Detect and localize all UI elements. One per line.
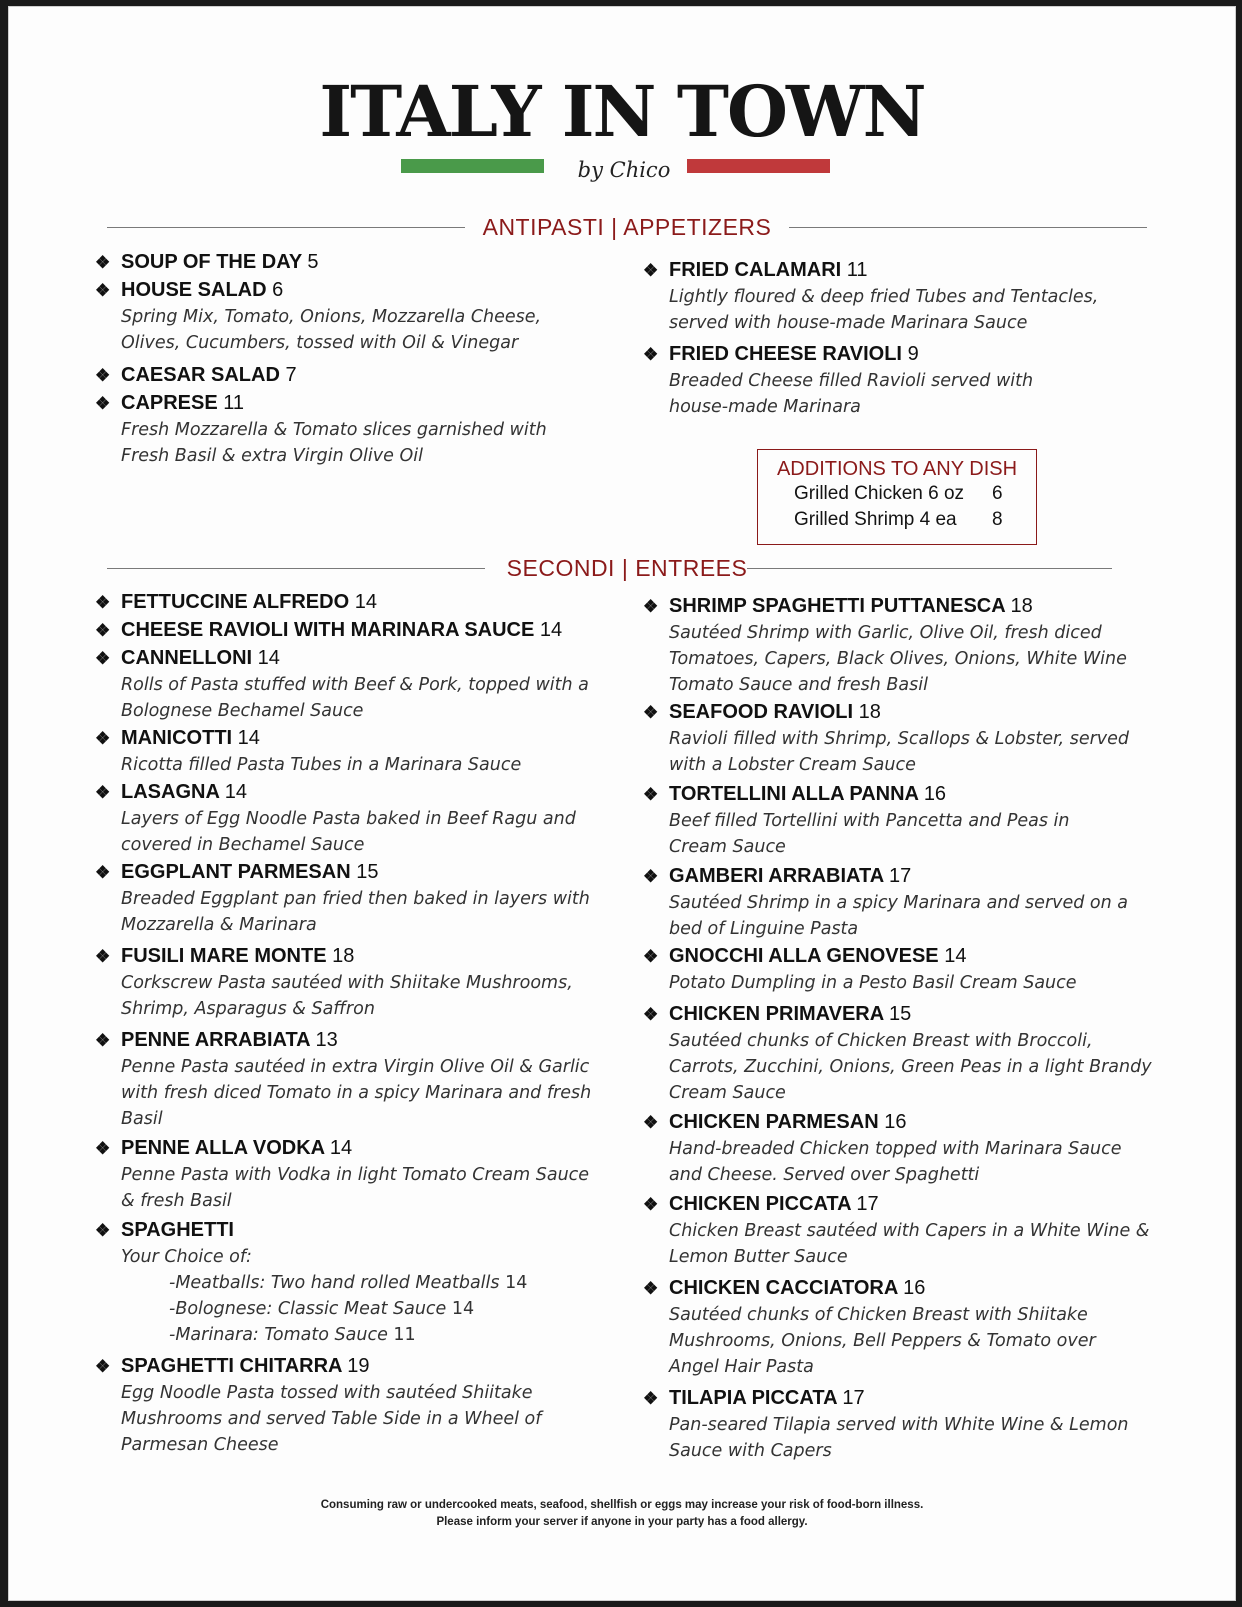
description-line: Ravioli filled with Shrimp, Scallops & Lobster, served xyxy=(669,729,1130,749)
menu-item-name-line xyxy=(95,645,589,672)
menu-item xyxy=(643,257,1098,336)
dish-description xyxy=(121,672,589,724)
description-line: Chicken Breast sautéed with Capers in a White Wine & xyxy=(669,1221,1150,1241)
description-line: & fresh Basil xyxy=(121,1191,232,1211)
description-line: Mushrooms, Onions, Bell Peppers & Tomato over xyxy=(669,1331,1096,1351)
dish-name: LASAGNA xyxy=(121,781,220,803)
menu-item-name-line xyxy=(95,1217,527,1244)
dish-description xyxy=(669,1136,1122,1188)
menu-item-name-line xyxy=(643,341,1033,368)
description-line: Potato Dumpling in a Pesto Basil Cream Sauce xyxy=(669,973,1077,993)
menu-item-name-line xyxy=(95,390,547,417)
dish-name: SEAFOOD RAVIOLI xyxy=(669,701,854,723)
description-line: and Cheese. Served over Spaghetti xyxy=(669,1165,980,1185)
description-line: Bolognese Bechamel Sauce xyxy=(121,701,364,721)
appetizers-heading-row xyxy=(107,212,1147,242)
menu-item-name-line xyxy=(95,1353,541,1380)
diamond-bullet-icon: ❖ xyxy=(643,867,659,886)
dish-price: 15 xyxy=(356,861,379,883)
menu-item-name-line xyxy=(95,249,318,276)
dish-price: 14 xyxy=(257,647,280,669)
description-line: Lightly floured & deep fried Tubes and Tentacles, xyxy=(669,287,1099,307)
dish-name: CHICKEN PRIMAVERA xyxy=(669,1003,884,1025)
menu-item-name-line xyxy=(643,863,1128,890)
description-line: Sautéed chunks of Chicken Breast with Shiitake xyxy=(669,1305,1088,1325)
addition-row xyxy=(758,481,1036,507)
menu-item xyxy=(643,1001,1152,1106)
description-line: Parmesan Cheese xyxy=(121,1435,279,1455)
dish-description xyxy=(121,1162,589,1214)
diamond-bullet-icon: ❖ xyxy=(643,703,659,722)
menu-item-name-line xyxy=(95,277,541,304)
description-line: Fresh Mozzarella & Tomato slices garnished with xyxy=(121,420,547,440)
menu-item xyxy=(643,1109,1122,1188)
dish-price: 6 xyxy=(272,279,284,301)
diamond-bullet-icon: ❖ xyxy=(95,1031,111,1050)
dish-price: 14 xyxy=(329,1137,353,1159)
menu-item xyxy=(95,249,318,276)
description-line: Cream Sauce xyxy=(669,837,786,857)
spaghetti-choice xyxy=(169,1322,527,1348)
menu-item xyxy=(95,390,547,469)
description-line: Breaded Eggplant pan fried then baked in layers with xyxy=(121,889,590,909)
dish-price: 7 xyxy=(285,364,297,386)
dish-price: 11 xyxy=(223,392,245,414)
additions-box xyxy=(757,449,1037,545)
dish-name: SHRIMP SPAGHETTI PUTTANESCA xyxy=(669,595,1005,617)
description-line: Rolls of Pasta stuffed with Beef & Pork, topped with a xyxy=(121,675,589,695)
menu-item-name-line xyxy=(643,593,1127,620)
dish-price: 11 xyxy=(846,259,868,281)
diamond-bullet-icon: ❖ xyxy=(95,729,111,748)
description-line: Sauce with Capers xyxy=(669,1441,832,1461)
dish-description xyxy=(121,1244,527,1348)
dish-name: FETTUCCINE ALFREDO xyxy=(121,591,350,613)
description-line: Angel Hair Pasta xyxy=(669,1357,814,1377)
description-line: Breaded Cheese filled Ravioli served with xyxy=(669,371,1034,391)
menu-item xyxy=(95,859,590,938)
diamond-bullet-icon: ❖ xyxy=(95,1221,111,1240)
description-line: with fresh diced Tomato in a spicy Marinara and fresh xyxy=(121,1083,592,1103)
addition-price: 6 xyxy=(992,483,1003,504)
menu-item-name-line xyxy=(643,257,1098,284)
menu-item xyxy=(643,699,1129,778)
choice-text: -Marinara: Tomato Sauce xyxy=(169,1325,388,1345)
additions-heading: ADDITIONS TO ANY DISH xyxy=(776,458,1018,480)
description-line: Corkscrew Pasta sautéed with Shiitake Mushrooms, xyxy=(121,973,573,993)
diamond-bullet-icon: ❖ xyxy=(643,947,659,966)
dish-description xyxy=(669,1412,1129,1464)
dish-name: FRIED CALAMARI xyxy=(669,259,842,281)
diamond-bullet-icon: ❖ xyxy=(95,593,111,612)
description-line: served with house-made Marinara Sauce xyxy=(669,313,1028,333)
dish-description xyxy=(669,1302,1096,1380)
choice-price: 14 xyxy=(505,1273,528,1293)
diamond-bullet-icon: ❖ xyxy=(95,366,111,385)
menu-item-name-line xyxy=(643,1109,1122,1136)
diamond-bullet-icon: ❖ xyxy=(95,1357,111,1376)
menu-item-name-line xyxy=(643,943,1077,970)
dish-price: 14 xyxy=(224,781,247,803)
description-line: Mozzarella & Marinara xyxy=(121,915,317,935)
dish-name: EGGPLANT PARMESAN xyxy=(121,861,351,883)
diamond-bullet-icon: ❖ xyxy=(643,345,659,364)
description-line: Hand-breaded Chicken topped with Marinara Sauce xyxy=(669,1139,1122,1159)
menu-item xyxy=(95,589,377,616)
menu-item-name-line xyxy=(643,1275,1096,1302)
dish-price: 19 xyxy=(347,1355,370,1377)
diamond-bullet-icon: ❖ xyxy=(643,1279,659,1298)
menu-item-name-line xyxy=(95,943,573,970)
diamond-bullet-icon: ❖ xyxy=(643,1005,659,1024)
menu-item-name-line xyxy=(95,725,521,752)
dish-name: PENNE ARRABIATA xyxy=(121,1029,310,1051)
menu-page xyxy=(8,6,1236,1601)
dish-name: GAMBERI ARRABIATA xyxy=(669,865,884,887)
menu-item-name-line xyxy=(95,1027,591,1054)
dish-description xyxy=(121,417,547,469)
dish-price: 17 xyxy=(842,1387,865,1409)
diamond-bullet-icon: ❖ xyxy=(95,863,111,882)
description-line: Tomatoes, Capers, Black Olives, Onions, White Wine xyxy=(669,649,1127,669)
menu-item xyxy=(643,341,1033,420)
dish-price: 17 xyxy=(856,1193,879,1215)
dish-description xyxy=(669,970,1077,996)
diamond-bullet-icon: ❖ xyxy=(643,261,659,280)
spaghetti-choice xyxy=(169,1296,527,1322)
dish-name: SOUP OF THE DAY xyxy=(121,251,302,273)
description-line: Fresh Basil & extra Virgin Olive Oil xyxy=(121,446,423,466)
dish-name: CHEESE RAVIOLI WITH MARINARA SAUCE xyxy=(121,619,535,641)
dish-name: SPAGHETTI CHITARRA xyxy=(121,1355,342,1377)
menu-item xyxy=(643,863,1128,942)
dish-name: HOUSE SALAD xyxy=(121,279,267,301)
description-line: Ricotta filled Pasta Tubes in a Marinara Sauce xyxy=(121,755,522,775)
menu-item xyxy=(95,1027,591,1132)
dish-price: 14 xyxy=(354,591,377,613)
description-line: Beef filled Tortellini with Pancetta and Peas in xyxy=(669,811,1070,831)
dish-name: SPAGHETTI xyxy=(121,1219,234,1241)
dish-name: PENNE ALLA VODKA xyxy=(121,1137,325,1159)
dish-name: FRIED CHEESE RAVIOLI xyxy=(669,343,902,365)
diamond-bullet-icon: ❖ xyxy=(95,621,111,640)
diamond-bullet-icon: ❖ xyxy=(643,785,659,804)
diamond-bullet-icon: ❖ xyxy=(95,1139,111,1158)
menu-item xyxy=(95,617,562,644)
dish-description xyxy=(669,620,1127,698)
italian-flag-green-bar xyxy=(401,159,544,173)
dish-name: GNOCCHI ALLA GENOVESE xyxy=(669,945,939,967)
disclaimer-line: Consuming raw or undercooked meats, seafood, shellfish or eggs may increase your risk of food-born illness. xyxy=(320,1499,924,1511)
dish-description xyxy=(121,886,590,938)
menu-item xyxy=(643,1275,1096,1380)
menu-item-name-line xyxy=(643,1385,1129,1412)
choice-price: 14 xyxy=(451,1299,475,1319)
dish-name: MANICOTTI xyxy=(121,727,233,749)
dish-name: CHICKEN CACCIATORA xyxy=(669,1277,898,1299)
dish-name: TILAPIA PICCATA xyxy=(669,1387,837,1409)
menu-item-name-line xyxy=(643,1001,1152,1028)
dish-price: 14 xyxy=(237,727,260,749)
menu-item xyxy=(95,779,576,858)
menu-item-name-line xyxy=(95,779,576,806)
description-line: Egg Noodle Pasta tossed with sautéed Shiitake xyxy=(121,1383,533,1403)
menu-item xyxy=(95,362,297,389)
diamond-bullet-icon: ❖ xyxy=(95,394,111,413)
dish-description xyxy=(669,368,1033,420)
description-line: Spring Mix, Tomato, Onions, Mozzarella Cheese, xyxy=(121,307,542,327)
diamond-bullet-icon: ❖ xyxy=(643,1389,659,1408)
menu-item xyxy=(643,781,1070,860)
description-line: Layers of Egg Noodle Pasta baked in Beef Ragu and xyxy=(121,809,576,829)
diamond-bullet-icon: ❖ xyxy=(95,281,111,300)
dish-description xyxy=(669,1218,1149,1270)
choice-text: -Bolognese: Classic Meat Sauce xyxy=(169,1299,447,1319)
dish-price: 17 xyxy=(889,865,912,887)
addition-name: Grilled Shrimp 4 ea xyxy=(794,509,957,530)
dish-price: 18 xyxy=(1010,595,1033,617)
dish-price: 5 xyxy=(307,251,319,273)
entrees-heading: SECONDI | ENTREES xyxy=(506,555,748,581)
dish-price: 14 xyxy=(539,619,563,641)
appetizers-heading: ANTIPASTI | APPETIZERS xyxy=(482,214,772,240)
diamond-bullet-icon: ❖ xyxy=(643,1113,659,1132)
byline: by Chico xyxy=(577,158,671,182)
menu-item-name-line xyxy=(95,1135,589,1162)
description-line: Olives, Cucumbers, tossed with Oil & Vinegar xyxy=(121,333,519,353)
dish-description xyxy=(669,808,1070,860)
description-line: Pan-seared Tilapia served with White Wine & Lemon xyxy=(669,1415,1129,1435)
description-line: with a Lobster Cream Sauce xyxy=(669,755,916,775)
menu-item xyxy=(643,593,1127,698)
dish-description xyxy=(669,284,1098,336)
dish-name: CAPRESE xyxy=(121,392,218,414)
dish-name: TORTELLINI ALLA PANNA xyxy=(669,783,919,805)
menu-item xyxy=(95,1135,589,1214)
choice-text: -Meatballs: Two hand rolled Meatballs xyxy=(169,1273,500,1293)
dish-description xyxy=(121,1054,591,1132)
dish-price: 16 xyxy=(923,783,947,805)
description-line: Tomato Sauce and fresh Basil xyxy=(669,675,928,695)
dish-description xyxy=(669,726,1129,778)
menu-item-name-line xyxy=(95,362,297,389)
description-line: Cream Sauce xyxy=(669,1083,786,1103)
diamond-bullet-icon: ❖ xyxy=(95,649,111,668)
dish-description xyxy=(121,806,576,858)
dish-price: 16 xyxy=(884,1111,907,1133)
description-line: Mushrooms and served Table Side in a Wheel of xyxy=(121,1409,542,1429)
dish-name: CHICKEN PARMESAN xyxy=(669,1111,879,1133)
menu-item xyxy=(95,277,541,356)
menu-item xyxy=(643,1385,1129,1464)
dish-name: FUSILI MARE MONTE xyxy=(121,945,327,967)
description-line: covered in Bechamel Sauce xyxy=(121,835,365,855)
menu-item xyxy=(95,1217,527,1348)
description-line: Lemon Butter Sauce xyxy=(669,1247,848,1267)
menu-item-name-line xyxy=(95,859,590,886)
dish-description xyxy=(121,304,541,356)
menu-item-name-line xyxy=(643,699,1129,726)
description-line: Penne Pasta sautéed in extra Virgin Olive Oil & Garlic xyxy=(121,1057,590,1077)
restaurant-title: ITALY IN TOWN xyxy=(319,70,925,153)
description-line: house-made Marinara xyxy=(669,397,861,417)
dish-name: CHICKEN PICCATA xyxy=(669,1193,851,1215)
diamond-bullet-icon: ❖ xyxy=(95,947,111,966)
description-line: Your Choice of: xyxy=(121,1247,252,1267)
menu-item xyxy=(643,1191,1149,1270)
dish-price: 9 xyxy=(907,343,919,365)
diamond-bullet-icon: ❖ xyxy=(95,783,111,802)
dish-description xyxy=(669,890,1128,942)
description-line: bed of Linguine Pasta xyxy=(669,919,859,939)
menu-item xyxy=(643,943,1077,996)
menu-item xyxy=(95,943,573,1022)
description-line: Sautéed chunks of Chicken Breast with Broccoli, xyxy=(669,1031,1093,1051)
diamond-bullet-icon: ❖ xyxy=(643,597,659,616)
description-line: Basil xyxy=(121,1109,163,1129)
menu-item xyxy=(95,725,521,778)
menu-item-name-line xyxy=(643,781,1070,808)
menu-item xyxy=(95,645,589,724)
dish-description xyxy=(121,752,521,778)
dish-name: CAESAR SALAD xyxy=(121,364,280,386)
description-line: Penne Pasta with Vodka in light Tomato Cream Sauce xyxy=(121,1165,590,1185)
menu-item-name-line xyxy=(95,617,562,644)
menu-item-name-line xyxy=(95,589,377,616)
dish-description xyxy=(669,1028,1152,1106)
dish-price: 14 xyxy=(944,945,967,967)
addition-price: 8 xyxy=(992,509,1003,530)
diamond-bullet-icon: ❖ xyxy=(643,1195,659,1214)
allergy-disclaimer xyxy=(9,1497,1235,1531)
dish-price: 18 xyxy=(332,945,355,967)
dish-name: CANNELLONI xyxy=(121,647,253,669)
disclaimer-line: Please inform your server if anyone in your party has a food allergy. xyxy=(436,1516,808,1528)
dish-price: 13 xyxy=(315,1029,338,1051)
description-line: Sautéed Shrimp in a spicy Marinara and served on a xyxy=(669,893,1129,913)
dish-description xyxy=(121,1380,541,1458)
dish-description xyxy=(121,970,573,1022)
addition-name: Grilled Chicken 6 oz xyxy=(794,483,965,504)
dish-price: 16 xyxy=(903,1277,926,1299)
spaghetti-choice xyxy=(169,1270,527,1296)
addition-row xyxy=(758,507,1036,533)
dish-price: 18 xyxy=(858,701,881,723)
description-line: Sautéed Shrimp with Garlic, Olive Oil, fresh diced xyxy=(669,623,1102,643)
description-line: Carrots, Zucchini, Onions, Green Peas in a light Brandy xyxy=(669,1057,1152,1077)
entrees-heading-row xyxy=(107,553,1147,583)
dish-price: 15 xyxy=(889,1003,912,1025)
italian-flag-red-bar xyxy=(687,159,830,173)
menu-item xyxy=(95,1353,541,1458)
description-line: Shrimp, Asparagus & Saffron xyxy=(121,999,375,1019)
diamond-bullet-icon: ❖ xyxy=(95,253,111,272)
menu-item-name-line xyxy=(643,1191,1149,1218)
choice-price: 11 xyxy=(393,1325,416,1345)
